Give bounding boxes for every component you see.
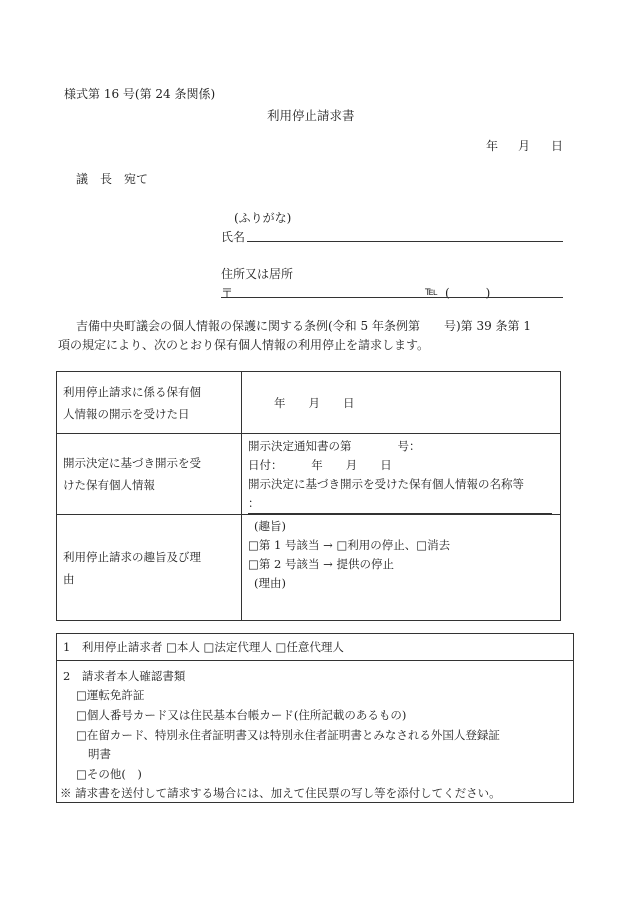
row1-label-line2: 人情報の開示を受けた日 bbox=[63, 406, 190, 421]
info-name-label: 開示決定に基づき開示を受けた保有個人情報の名称等 bbox=[248, 477, 524, 491]
attachment-note: ※ 請求書を送付して請求する場合には、加えて住民票の写し等を添付してください。 bbox=[60, 786, 501, 800]
notice-number: 開示決定通知書の第 号： bbox=[248, 439, 421, 453]
postal-mark: 〒 bbox=[221, 286, 234, 300]
row1-date-value: 年 月 日 bbox=[274, 395, 355, 410]
info-name-colon: ： bbox=[248, 496, 260, 510]
requester-type[interactable]: 1 利用停止請求者 □本人 □法定代理人 □任意代理人 bbox=[63, 640, 344, 654]
gist-option-1[interactable]: □第 1 号該当 → □利用の停止、□消去 bbox=[248, 538, 451, 552]
id-doc-item[interactable]: □その他( ) bbox=[76, 767, 142, 781]
tel-label: ℡ bbox=[425, 284, 438, 298]
gist-label: (趣旨) bbox=[254, 519, 286, 533]
row2-label-line1: 開示決定に基づき開示を受 bbox=[63, 456, 201, 470]
date-month-label: 月 bbox=[518, 139, 531, 153]
name-input-line[interactable] bbox=[247, 241, 563, 242]
form-number: 様式第 16 号(第 24 条関係) bbox=[64, 87, 216, 101]
address-label: 住所又は居所 bbox=[221, 267, 294, 281]
form-title: 利用停止請求書 bbox=[267, 108, 355, 123]
table-row-gist-reason bbox=[57, 515, 561, 621]
intro-line-1: 吉備中央町議会の個人情報の保護に関する条例(令和 5 年条例第 号)第 39 条第 1 bbox=[76, 319, 531, 333]
addressee: 議 長 宛て bbox=[76, 172, 149, 186]
name-label: 氏名 bbox=[221, 230, 246, 244]
row3-label bbox=[57, 515, 242, 621]
id-doc-item[interactable]: □運転免許証 bbox=[76, 688, 145, 702]
date-year-label: 年 bbox=[486, 139, 499, 153]
row1-label-line1: 利用停止請求に係る保有個 bbox=[63, 384, 201, 399]
date-day-label: 日 bbox=[551, 139, 564, 153]
id-doc-item[interactable]: □個人番号カード又は住民基本台帳カード(住所記載のあるもの) bbox=[76, 708, 407, 722]
table-row-disclosure-date bbox=[57, 372, 561, 434]
notice-date: 日付： 年 月 日 bbox=[248, 458, 392, 472]
row1-value-cell[interactable] bbox=[242, 372, 561, 434]
info-name-field[interactable] bbox=[248, 494, 552, 514]
row3-value-cell[interactable] bbox=[242, 515, 561, 621]
row2-label-line2: けた保有個人情報 bbox=[63, 478, 155, 492]
row3-label-line2: 由 bbox=[63, 571, 75, 586]
tel-paren: ( ) bbox=[445, 286, 491, 300]
row3-label-line1: 利用停止請求の趣旨及び理 bbox=[63, 549, 201, 564]
id-doc-item[interactable]: □在留カード、特別永住者証明書又は特別永住者証明書とみなされる外国人登録証 bbox=[76, 728, 500, 742]
furigana-label: (ふりがな) bbox=[234, 211, 292, 225]
request-table bbox=[56, 371, 561, 621]
address-input-line[interactable] bbox=[221, 297, 563, 298]
row1-label bbox=[57, 372, 242, 434]
gist-option-2[interactable]: □第 2 号該当 → 提供の停止 bbox=[248, 557, 394, 571]
reason-label: (理由) bbox=[254, 576, 286, 590]
id-doc-item-continued: 明書 bbox=[88, 747, 111, 761]
requester-info-box bbox=[56, 633, 574, 804]
table-row-disclosed-info bbox=[57, 434, 561, 515]
id-docs-heading: 2 請求者本人確認書類 bbox=[63, 669, 186, 683]
intro-line-2: 項の規定により、次のとおり保有個人情報の利用停止を請求します。 bbox=[58, 338, 430, 352]
row2-label bbox=[57, 434, 242, 515]
row2-value-cell[interactable] bbox=[242, 434, 561, 515]
